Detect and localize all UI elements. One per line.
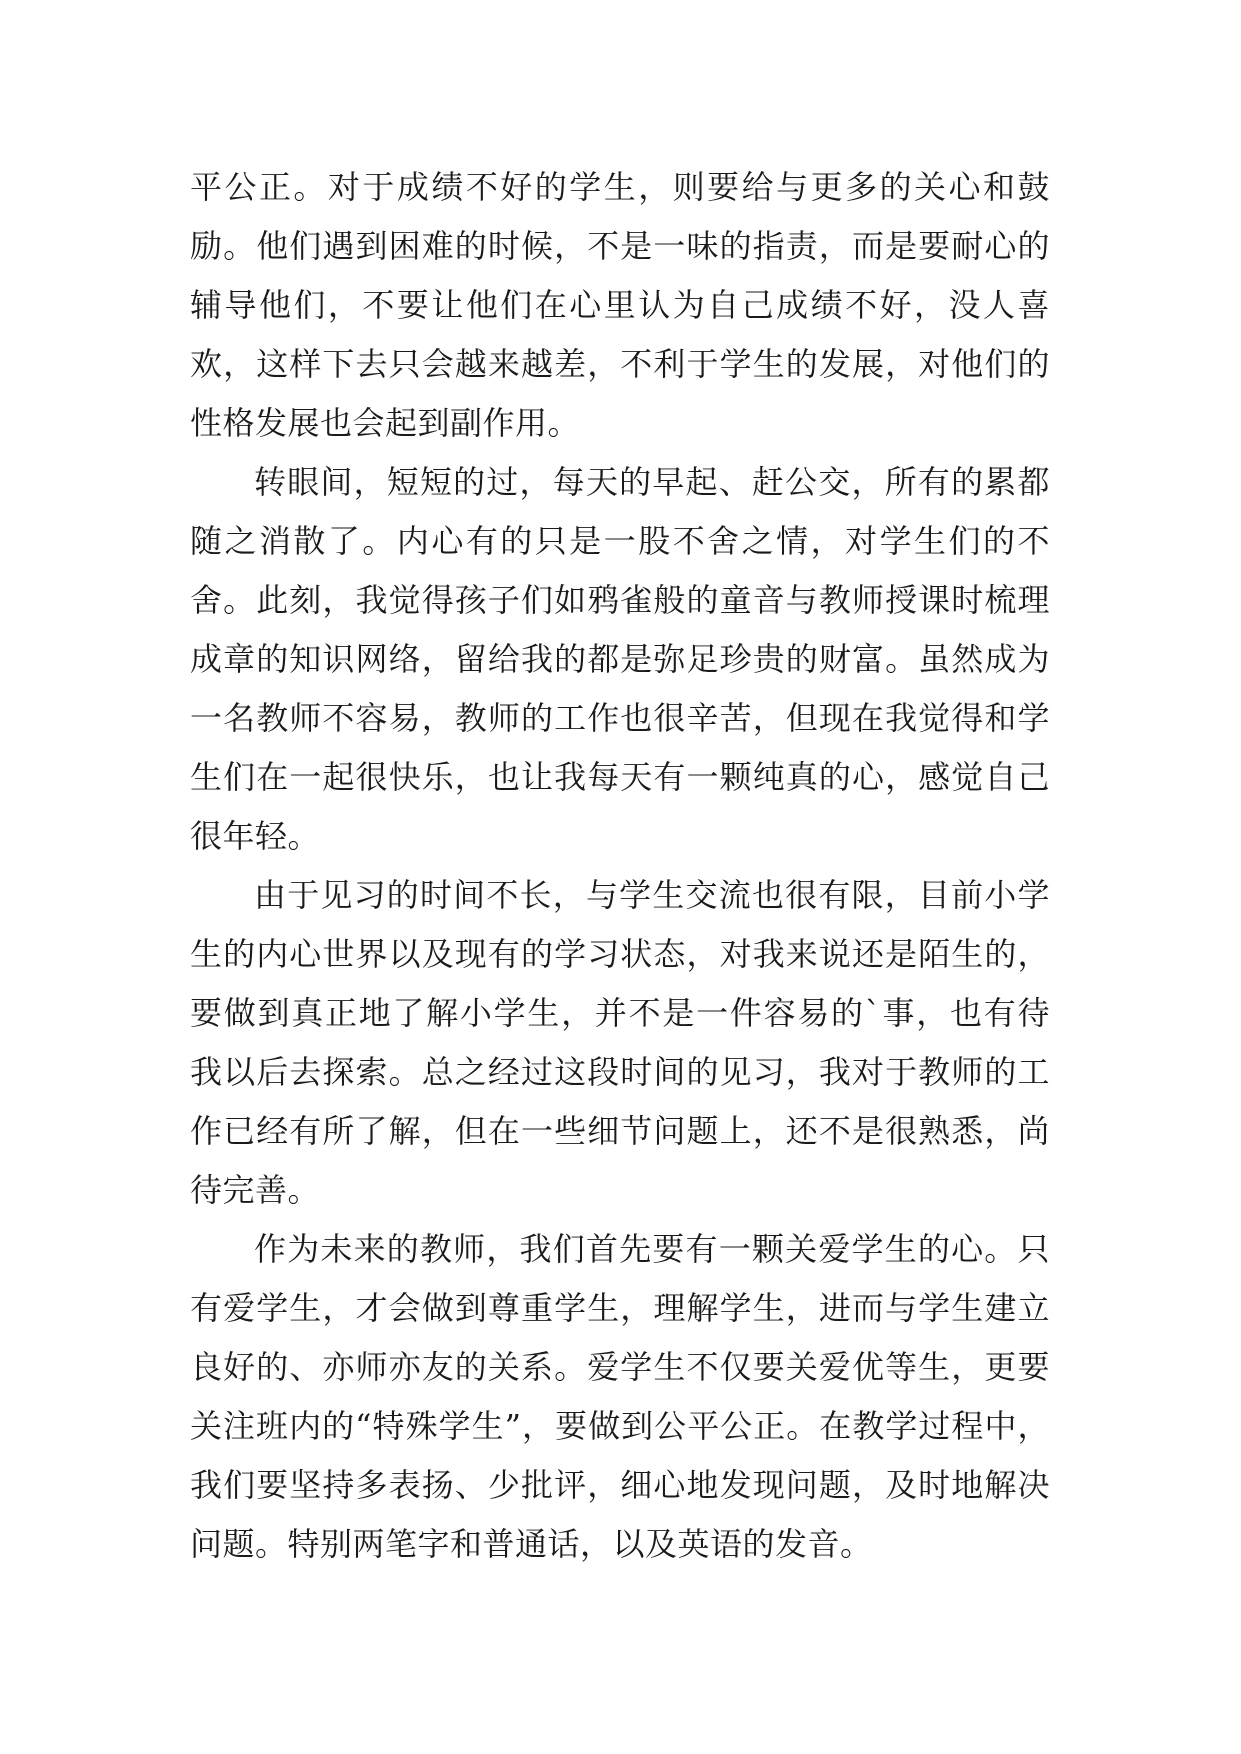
paragraph: 由于见习的时间不长，与学生交流也很有限，目前小学生的内心世界以及现有的学习状态，对我来说还是陌生的，要做到真正地了解小学生，并不是一件容易的`事，也有待我以后去探索。总之经过这段时间的见习，我对于教师的工作已经有所了解，但在一些细节问题上，还不是很熟悉，尚待完善。 — [190, 876, 1050, 1209]
paragraph: 转眼间，短短的过，每天的早起、赶公交，所有的累都随之消散了。内心有的只是一股不舍之情，对学生们的不舍。此刻，我觉得孩子们如鸦雀般的童音与教师授课时梳理成章的知识网络，留给我的都是弥足珍贵的财富。虽然成为一名教师不容易，教师的工作也很辛苦，但现在我觉得和学生们在一起很快乐，也让我每天有一颗纯真的心，感觉自己很年轻。 — [190, 463, 1050, 855]
paragraph: 作为未来的教师，我们首先要有一颗关爱学生的心。只有爱学生，才会做到尊重学生，理解学生，进而与学生建立良好的、亦师亦友的关系。爱学生不仅要关爱优等生，更要关注班内的“特殊学生”，要做到公平公正。在教学过程中，我们要坚持多表扬、少批评，细心地发现问题，及时地解决问题。特别两笔字和普通话，以及英语的发音。 — [190, 1230, 1050, 1563]
paragraph-continued: 平公正。对于成绩不好的学生，则要给与更多的关心和鼓励。他们遇到困难的时候，不是一味的指责，而是要耐心的辅导他们，不要让他们在心里认为自己成绩不好，没人喜欢，这样下去只会越来越差，不利于学生的发展，对他们的性格发展也会起到副作用。 — [190, 168, 1050, 442]
document-body — [190, 158, 1050, 1574]
